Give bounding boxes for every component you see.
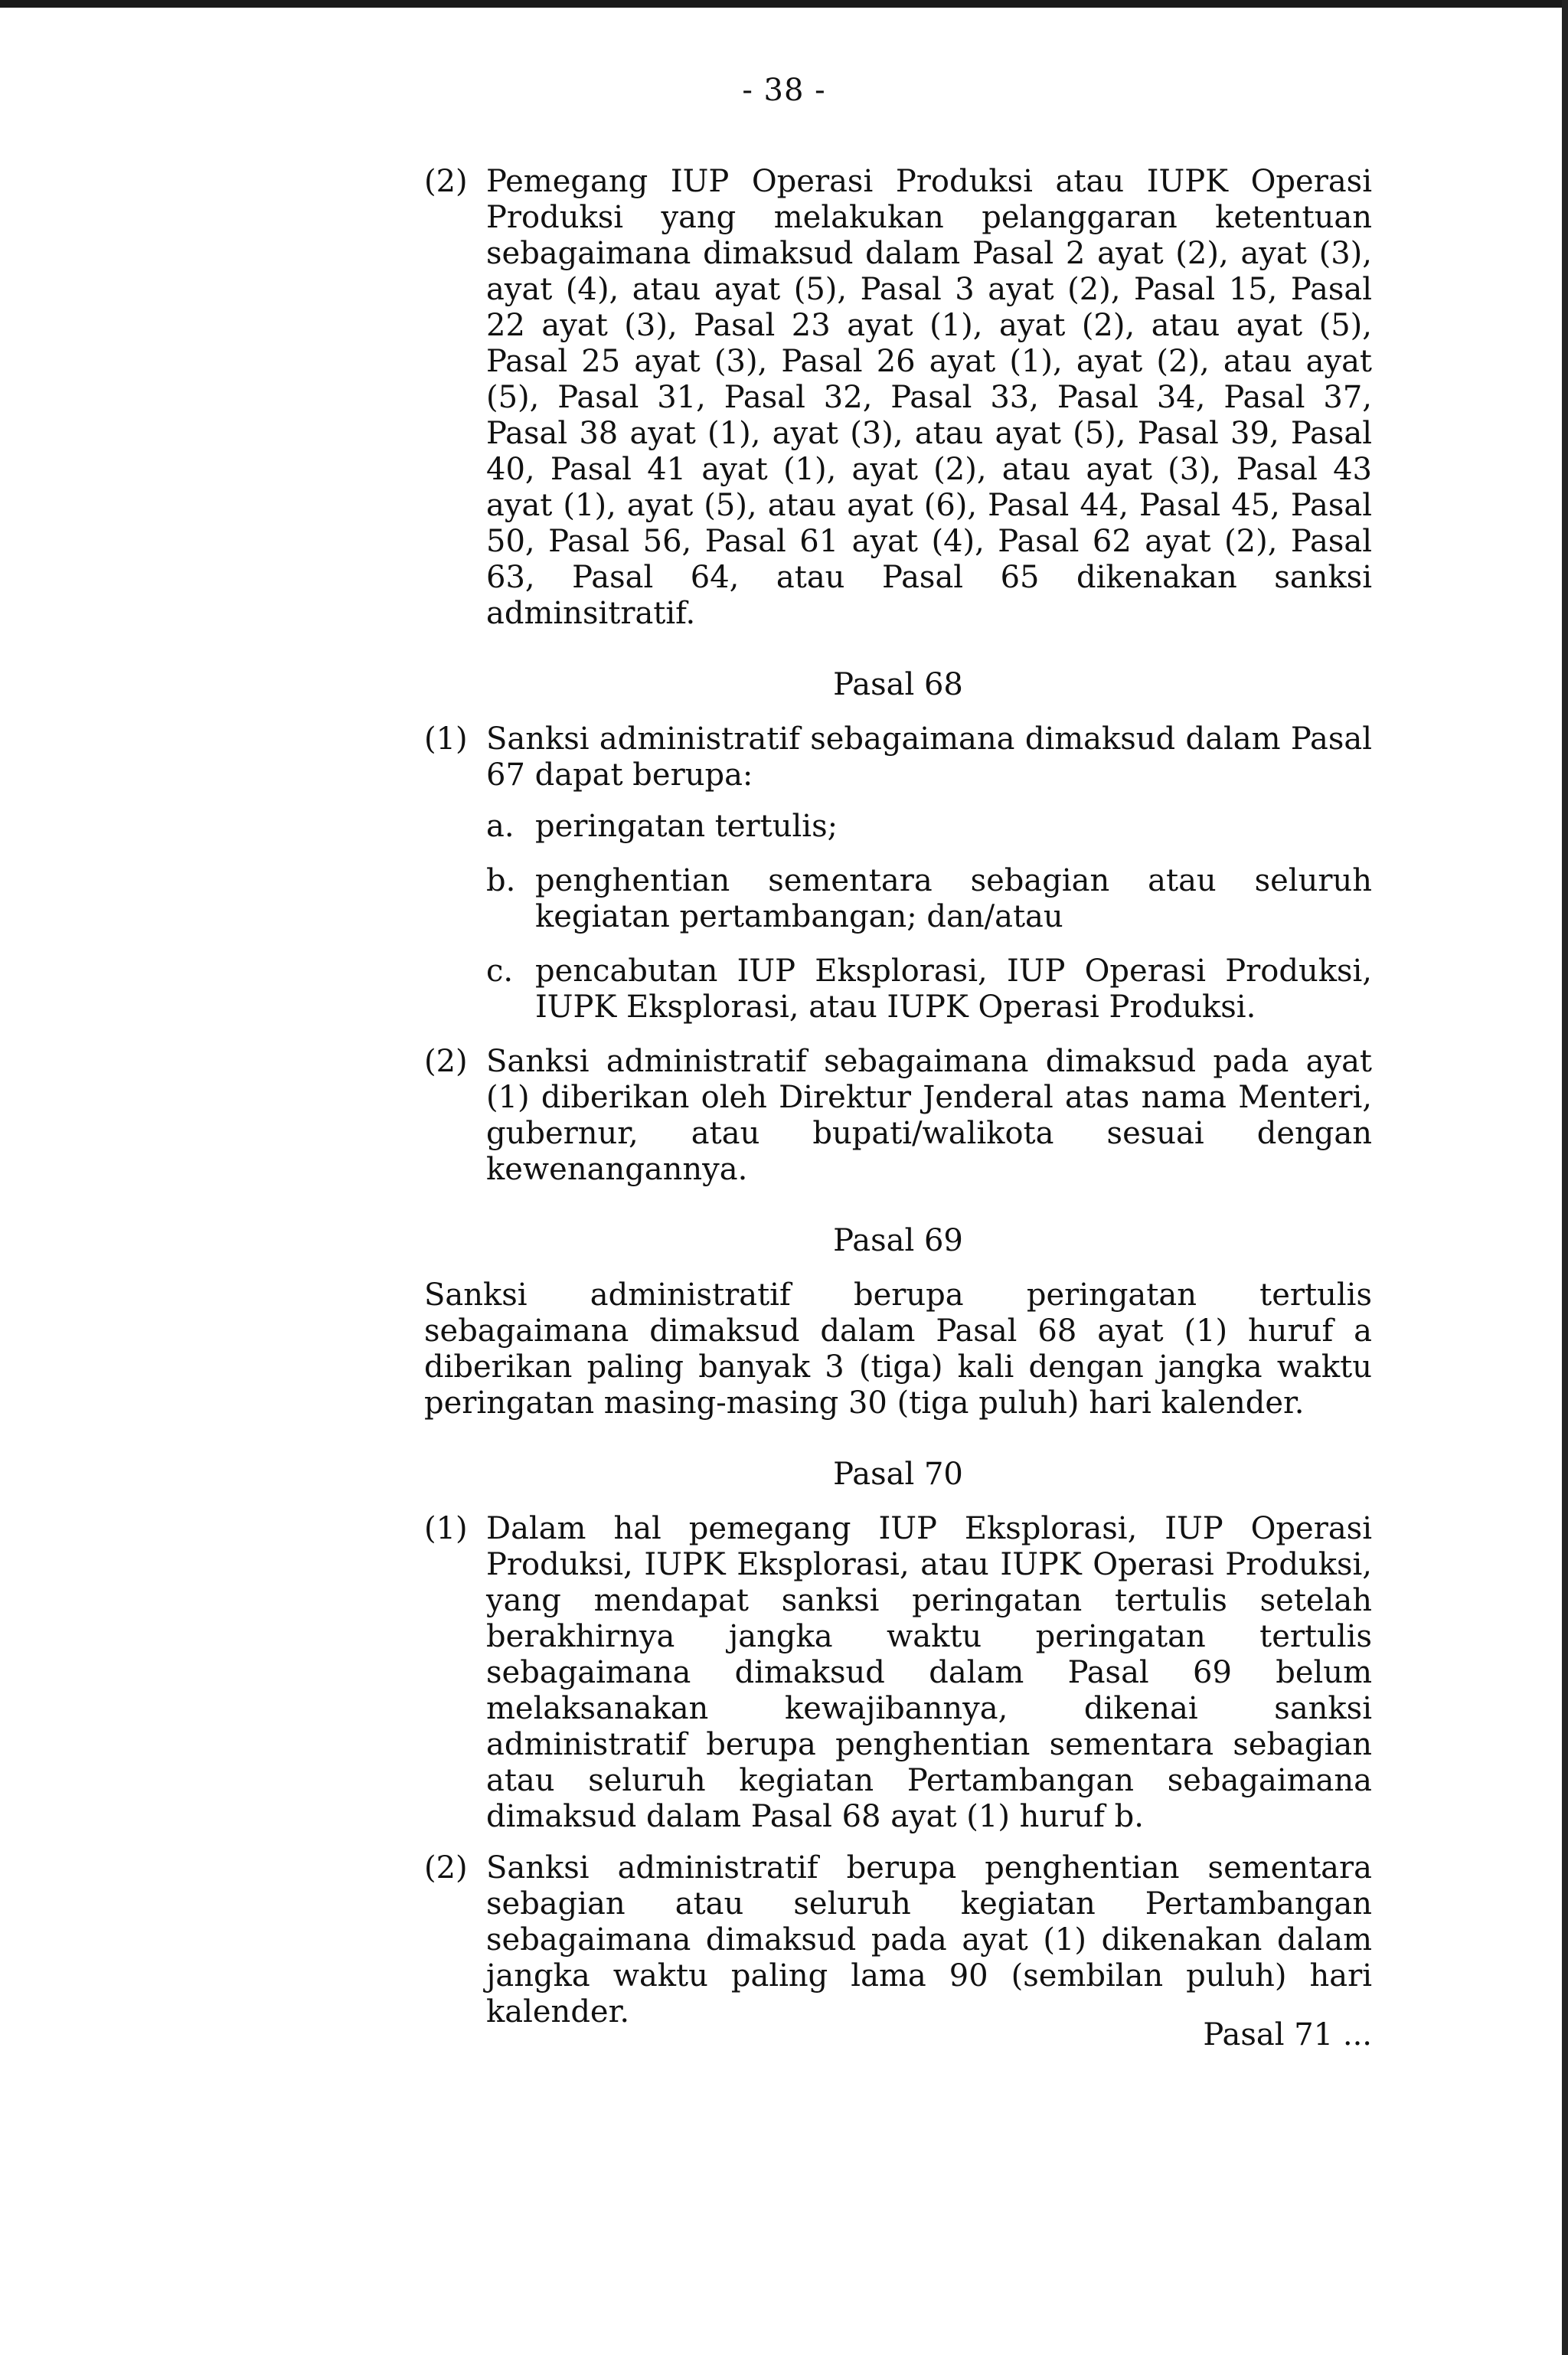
list-item-letter: a. — [486, 809, 514, 844]
scan-border-top — [0, 0, 1568, 8]
paragraph-number: (1) — [424, 1511, 468, 1546]
page-number: - 38 - — [742, 73, 826, 108]
paragraph-67-2 — [424, 164, 1372, 632]
paragraph-text: Sanksi administratif sebagaimana dimaksud pada ayat (1) diberikan oleh Direktur Jenderal atas nama Menteri, gubernur, atau bupati/walikota sesuai dengan kewenangannya. — [486, 1044, 1372, 1187]
list-item-letter: c. — [486, 953, 514, 989]
document-body — [424, 164, 1372, 2030]
list-item-text: peringatan tertulis; — [535, 809, 838, 844]
paragraph-text: Sanksi administratif berupa penghentian sementara sebagian atau seluruh kegiatan Pertambangan sebagaimana dimaksud pada ayat (1) dikenakan dalam jangka waktu paling lama 90 (sembilan puluh) hari kalender. — [486, 1850, 1372, 2030]
sanction-list — [486, 809, 1372, 1025]
paragraph-68-2 — [424, 1044, 1372, 1188]
paragraph-number: (2) — [424, 164, 468, 199]
paragraph-number: (1) — [424, 721, 468, 757]
article-heading-68: Pasal 68 — [833, 667, 963, 702]
paragraph-68-1 — [424, 721, 1372, 1025]
list-item-letter: b. — [486, 863, 516, 898]
list-item — [486, 809, 1372, 845]
article-heading-69: Pasal 69 — [833, 1223, 963, 1258]
list-item — [486, 863, 1372, 935]
article-heading-70: Pasal 70 — [833, 1457, 963, 1492]
paragraph-number: (2) — [424, 1044, 468, 1079]
paragraph-70-1 — [424, 1511, 1372, 1835]
list-item — [486, 953, 1372, 1025]
paragraph-text: Sanksi administratif berupa peringatan tertulis sebagaimana dimaksud dalam Pasal 68 ayat (1) huruf a diberikan paling banyak 3 (tiga) kali dengan jangka waktu peringatan masing-masing 30 (tiga puluh) hari kalender. — [424, 1277, 1372, 1421]
paragraph-69 — [424, 1277, 1372, 1421]
paragraph-70-2 — [424, 1850, 1372, 2030]
paragraph-text: Sanksi administratif sebagaimana dimaksud dalam Pasal 67 dapat berupa: — [486, 721, 1372, 793]
next-page-catchword: Pasal 71 ... — [1203, 2017, 1372, 2052]
scan-border-right — [1562, 0, 1568, 2355]
list-item-text: pencabutan IUP Eksplorasi, IUP Operasi Produksi, IUPK Eksplorasi, atau IUPK Operasi Produksi. — [535, 953, 1372, 1025]
spacer — [424, 1835, 1372, 1850]
paragraph-number: (2) — [424, 1850, 468, 1886]
paragraph-text: Pemegang IUP Operasi Produksi atau IUPK Operasi Produksi yang melakukan pelanggaran ketentuan sebagaimana dimaksud dalam Pasal 2 ayat (2), ayat (3), ayat (4), atau ayat (5), Pasal 3 ayat (2), Pasal 15, Pasal 22 ayat (3), Pasal 23 ayat (1), ayat (2), atau ayat (5), Pasal 25 ayat (3), Pasal 26 ayat (1), ayat (2), atau ayat (5), Pasal 31, Pasal 32, Pasal 33, Pasal 34, Pasal 37, Pasal 38 ayat (1), ayat (3), atau ayat (5), Pasal 39, Pasal 40, Pasal 41 ayat (1), ayat (2), atau ayat (3), Pasal 43 ayat (1), ayat (5), atau ayat (6), Pasal 44, Pasal 45, Pasal 50, Pasal 56, Pasal 61 ayat (4), Pasal 62 ayat (2), Pasal 63, Pasal 64, atau Pasal 65 dikenakan sanksi adminsitratif. — [486, 164, 1372, 631]
list-item-text: penghentian sementara sebagian atau seluruh kegiatan pertambangan; dan/atau — [535, 863, 1372, 934]
paragraph-text: Dalam hal pemegang IUP Eksplorasi, IUP Operasi Produksi, IUPK Eksplorasi, atau IUPK Operasi Produksi, yang mendapat sanksi peringatan tertulis setelah berakhirnya jangka waktu peringatan tertulis sebagaimana dimaksud dalam Pasal 69 belum melaksanakan kewajibannya, dikenai sanksi administratif berupa penghentian sementara sebagian atau seluruh kegiatan Pertambangan sebagaimana dimaksud dalam Pasal 68 ayat (1) huruf b. — [486, 1511, 1372, 1834]
